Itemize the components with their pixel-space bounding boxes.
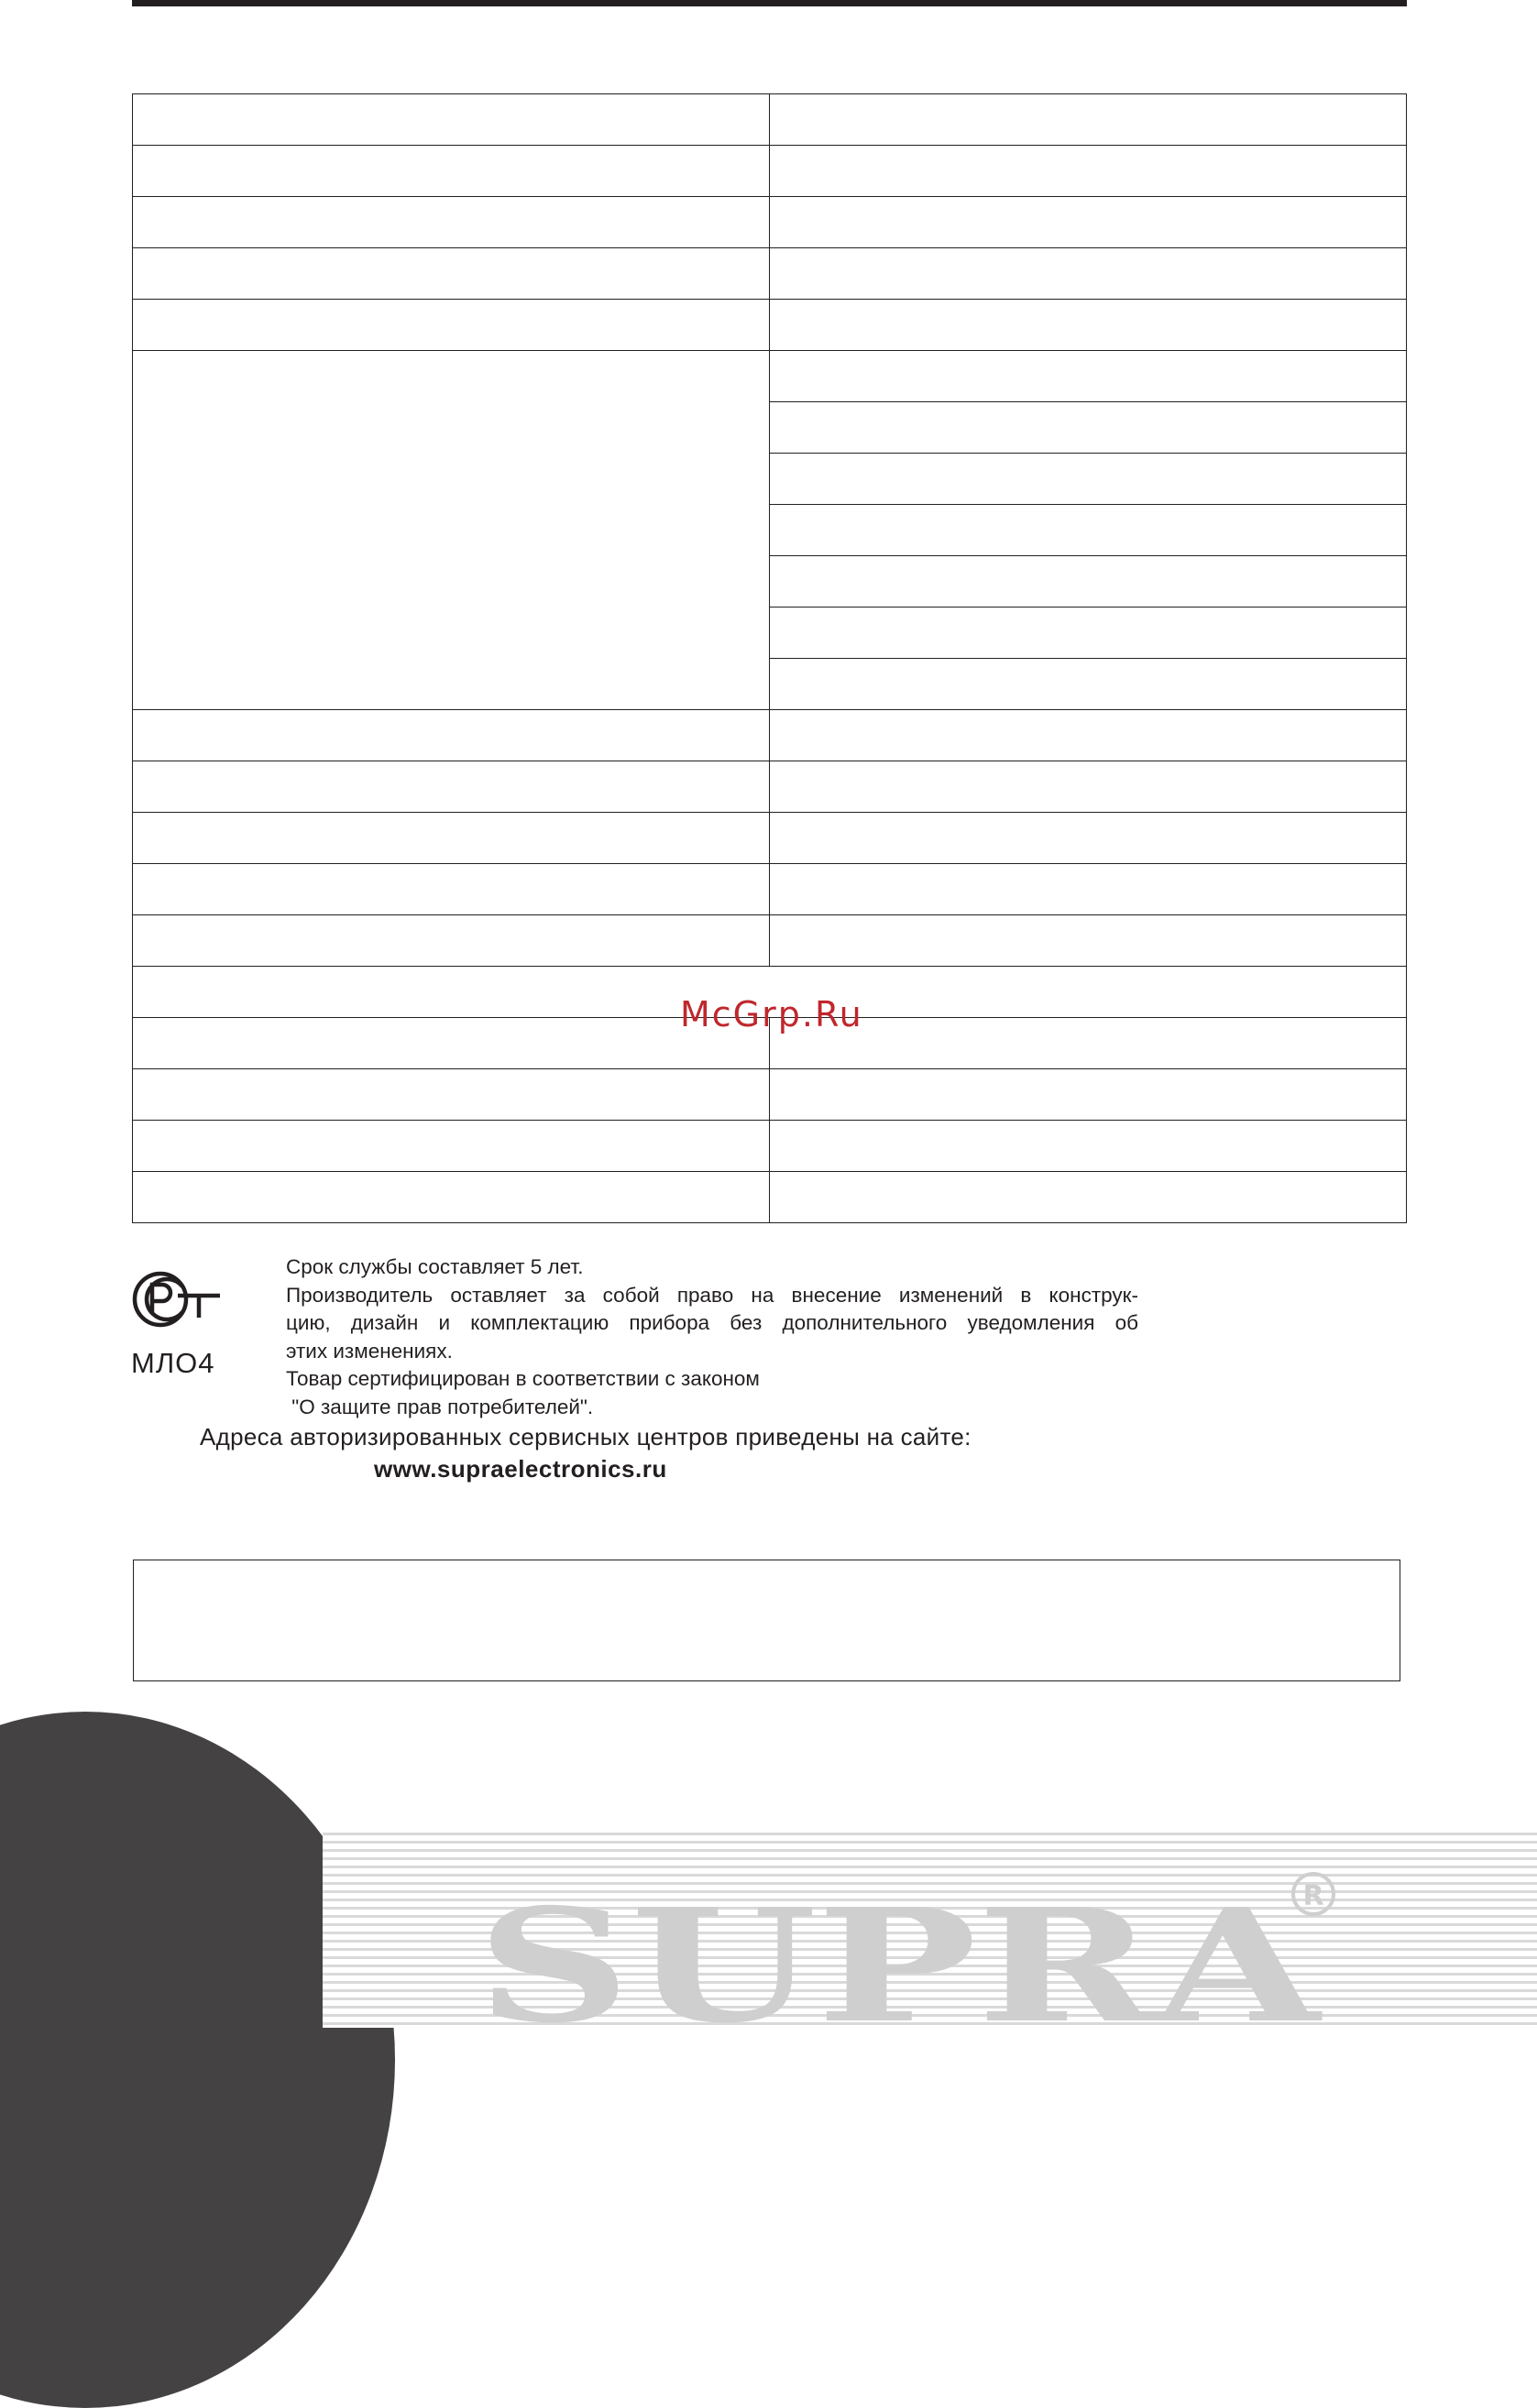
- table-cell: [770, 505, 1407, 556]
- note-manufacturer-rights: Производитель оставляет за собой право на внесение изменений в конструк-: [286, 1283, 1138, 1307]
- table-cell: [770, 1121, 1407, 1172]
- table-row: [133, 248, 1407, 300]
- table-cell: [770, 1069, 1407, 1121]
- table-cell-merged: [133, 351, 770, 710]
- table-row: [133, 146, 1407, 197]
- table-cell: [770, 710, 1407, 761]
- svg-text:R: R: [1302, 1880, 1324, 1912]
- supra-brand-logo: [477, 1869, 1356, 2058]
- note-certification: Товар сертифицирован в соответствии с законом: [286, 1367, 760, 1390]
- table-cell: [770, 197, 1407, 248]
- table-cell: [133, 1121, 770, 1172]
- table-cell: [133, 94, 770, 146]
- table-cell: [133, 813, 770, 864]
- table-row: [133, 1172, 1407, 1223]
- table-cell: [770, 761, 1407, 813]
- table-cell: [133, 1069, 770, 1121]
- table-cell: [133, 197, 770, 248]
- table-row: [133, 761, 1407, 813]
- blank-info-box: [133, 1560, 1400, 1681]
- note-certification-law: "О защите прав потребителей".: [286, 1395, 594, 1418]
- watermark-link[interactable]: McGrp.Ru: [680, 994, 863, 1034]
- table-cell: [770, 556, 1407, 607]
- table-cell: [770, 454, 1407, 505]
- table-cell: [133, 864, 770, 915]
- service-website-link[interactable]: www.supraelectronics.ru: [374, 1455, 667, 1483]
- note-service-life: Срок службы составляет 5 лет.: [286, 1255, 584, 1278]
- table-cell: [133, 300, 770, 351]
- table-cell: [133, 710, 770, 761]
- table-cell: [770, 300, 1407, 351]
- certification-code: МЛО4: [131, 1347, 215, 1379]
- table-cell: [133, 1172, 770, 1223]
- table-cell: [133, 761, 770, 813]
- table-cell: [770, 94, 1407, 146]
- table-row: [133, 197, 1407, 248]
- table-cell: [770, 248, 1407, 300]
- rst-certification-mark-icon: [132, 1270, 224, 1329]
- table-cell: [770, 1018, 1407, 1069]
- table-cell: [770, 915, 1407, 967]
- table-cell: [133, 1018, 770, 1069]
- table-cell: [770, 607, 1407, 659]
- decorative-dark-shape: [0, 1712, 395, 2408]
- table-cell: [133, 915, 770, 967]
- table-cell: [770, 1172, 1407, 1223]
- table-row: [133, 94, 1407, 146]
- table-cell: [770, 351, 1407, 402]
- note-manufacturer-rights-cont: цию, дизайн и комплектацию прибора без дополнительного уведомления об: [286, 1311, 1138, 1334]
- table-cell: [133, 248, 770, 300]
- table-row: [133, 710, 1407, 761]
- table-cell: [770, 402, 1407, 454]
- table-cell: [133, 146, 770, 197]
- table-row: [133, 864, 1407, 915]
- note-manufacturer-rights-end: этих изменениях.: [286, 1339, 453, 1363]
- table-cell: [770, 864, 1407, 915]
- table-cell: [770, 659, 1407, 710]
- table-row: [133, 915, 1407, 967]
- brand-name: SUPRA: [477, 1875, 1323, 2058]
- table-cell: [770, 813, 1407, 864]
- table-row: [133, 813, 1407, 864]
- service-centers-text: Адреса авторизированных сервисных центров приведены на сайте:: [200, 1423, 972, 1450]
- table-row: [133, 1069, 1407, 1121]
- spec-table: [132, 93, 1407, 1223]
- table-row: [133, 1121, 1407, 1172]
- table-cell: [770, 146, 1407, 197]
- table-row: [133, 351, 1407, 402]
- product-notes: [286, 1253, 1138, 1421]
- top-rule: [132, 0, 1407, 6]
- table-row: [133, 300, 1407, 351]
